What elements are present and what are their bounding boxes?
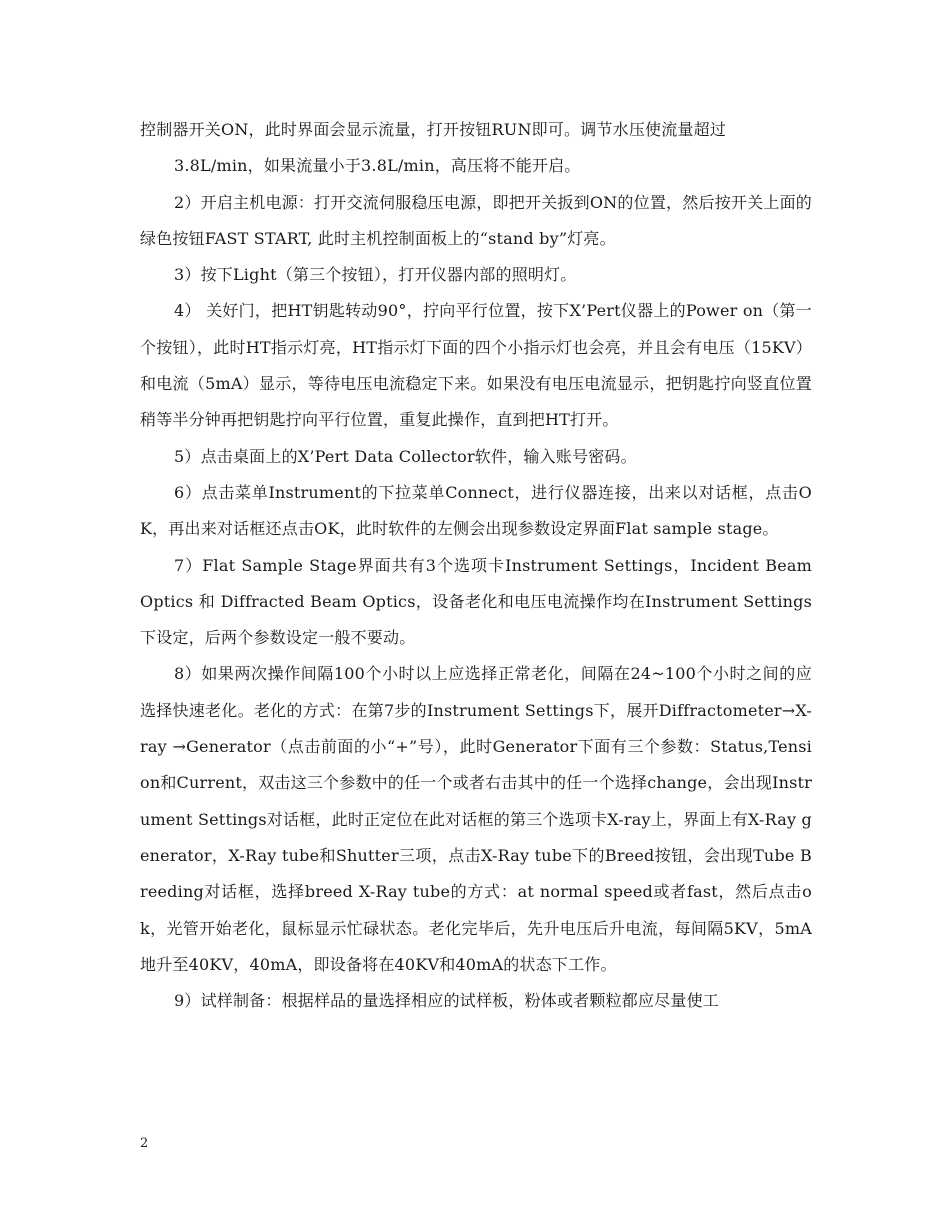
- paragraph: 5）点击桌面上的X’Pert Data Collector软件，输入账号密码。: [174, 446, 637, 466]
- paragraph: 控制器开关ON，此时界面会显示流量，打开按钮RUN即可。调节水压使流量超过: [140, 120, 727, 139]
- paragraph: 4） 关好门，把HT钥匙转动90°，拧向平行位置，按下X’Pert仪器上的Power on（第一个按钮），此时HT指示灯亮，HT指示灯下面的四个小指示灯也会亮，并且会有电压（15KV）和电流（5mA）显示，等待电压电流稳定下来。如果没有电压电流显示，把钥匙拧向竖直位置稍等半分钟再把钥匙拧向平行位置，重复此操作，直到把HT打开。: [140, 301, 812, 430]
- paragraph: 6）点击菜单Instrument的下拉菜单Connect，进行仪器连接，出来以对话框，点击OK，再出来对话框还点击OK，此时软件的左侧会出现参数设定界面Flat sample stage。: [140, 482, 812, 539]
- page-number: 2: [140, 1136, 149, 1151]
- paragraph: 7）Flat Sample Stage界面共有3个选项卡Instrument Settings，Incident Beam Optics 和 Diffracted Beam Optics，设备老化和电压电流操作均在Instrument Settings下设定，后两个参数设定一般不要动。: [140, 555, 812, 648]
- body-text: [140, 112, 812, 1019]
- paragraph: 2）开启主机电源：打开交流伺服稳压电源，即把开关扳到ON的位置，然后按开关上面的绿色按钮FAST START, 此时主机控制面板上的“stand by”灯亮。: [140, 192, 812, 248]
- paragraph: 3）按下Light（第三个按钮），打开仪器内部的照明灯。: [174, 265, 577, 285]
- paragraph: 8）如果两次操作间隔100个小时以上应选择正常老化，间隔在24~100个小时之间的应选择快速老化。老化的方式：在第7步的Instrument Settings下，展开Diffractometer→X-ray →Generator（点击前面的小“+”号），此时Generator下面有三个参数：Status,Tension和Current，双击这三个参数中的任一个或者右击其中的任一个选择change，会出现Instrument Settings对话框，此时正定位在此对话框的第三个选项卡X-ray上，界面上有X-Ray generator，X-Ray tube和Shutter三项，点击X-Ray tube下的Breed按钮，会出现Tube Breeding对话框，选择breed X-Ray tube的方式：at normal speed或者fast，然后点击ok，光管开始老化，鼠标显示忙碌状态。老化完毕后，先升电压后升电流，每间隔5KV，5mA地升至40KV，40mA，即设备将在40KV和40mA的状态下工作。: [140, 664, 812, 974]
- paragraph: 3.8L/min，如果流量小于3.8L/min，高压将不能开启。: [174, 156, 581, 176]
- paragraph: 9）试样制备：根据样品的量选择相应的试样板，粉体或者颗粒都应尽量使工: [174, 991, 719, 1011]
